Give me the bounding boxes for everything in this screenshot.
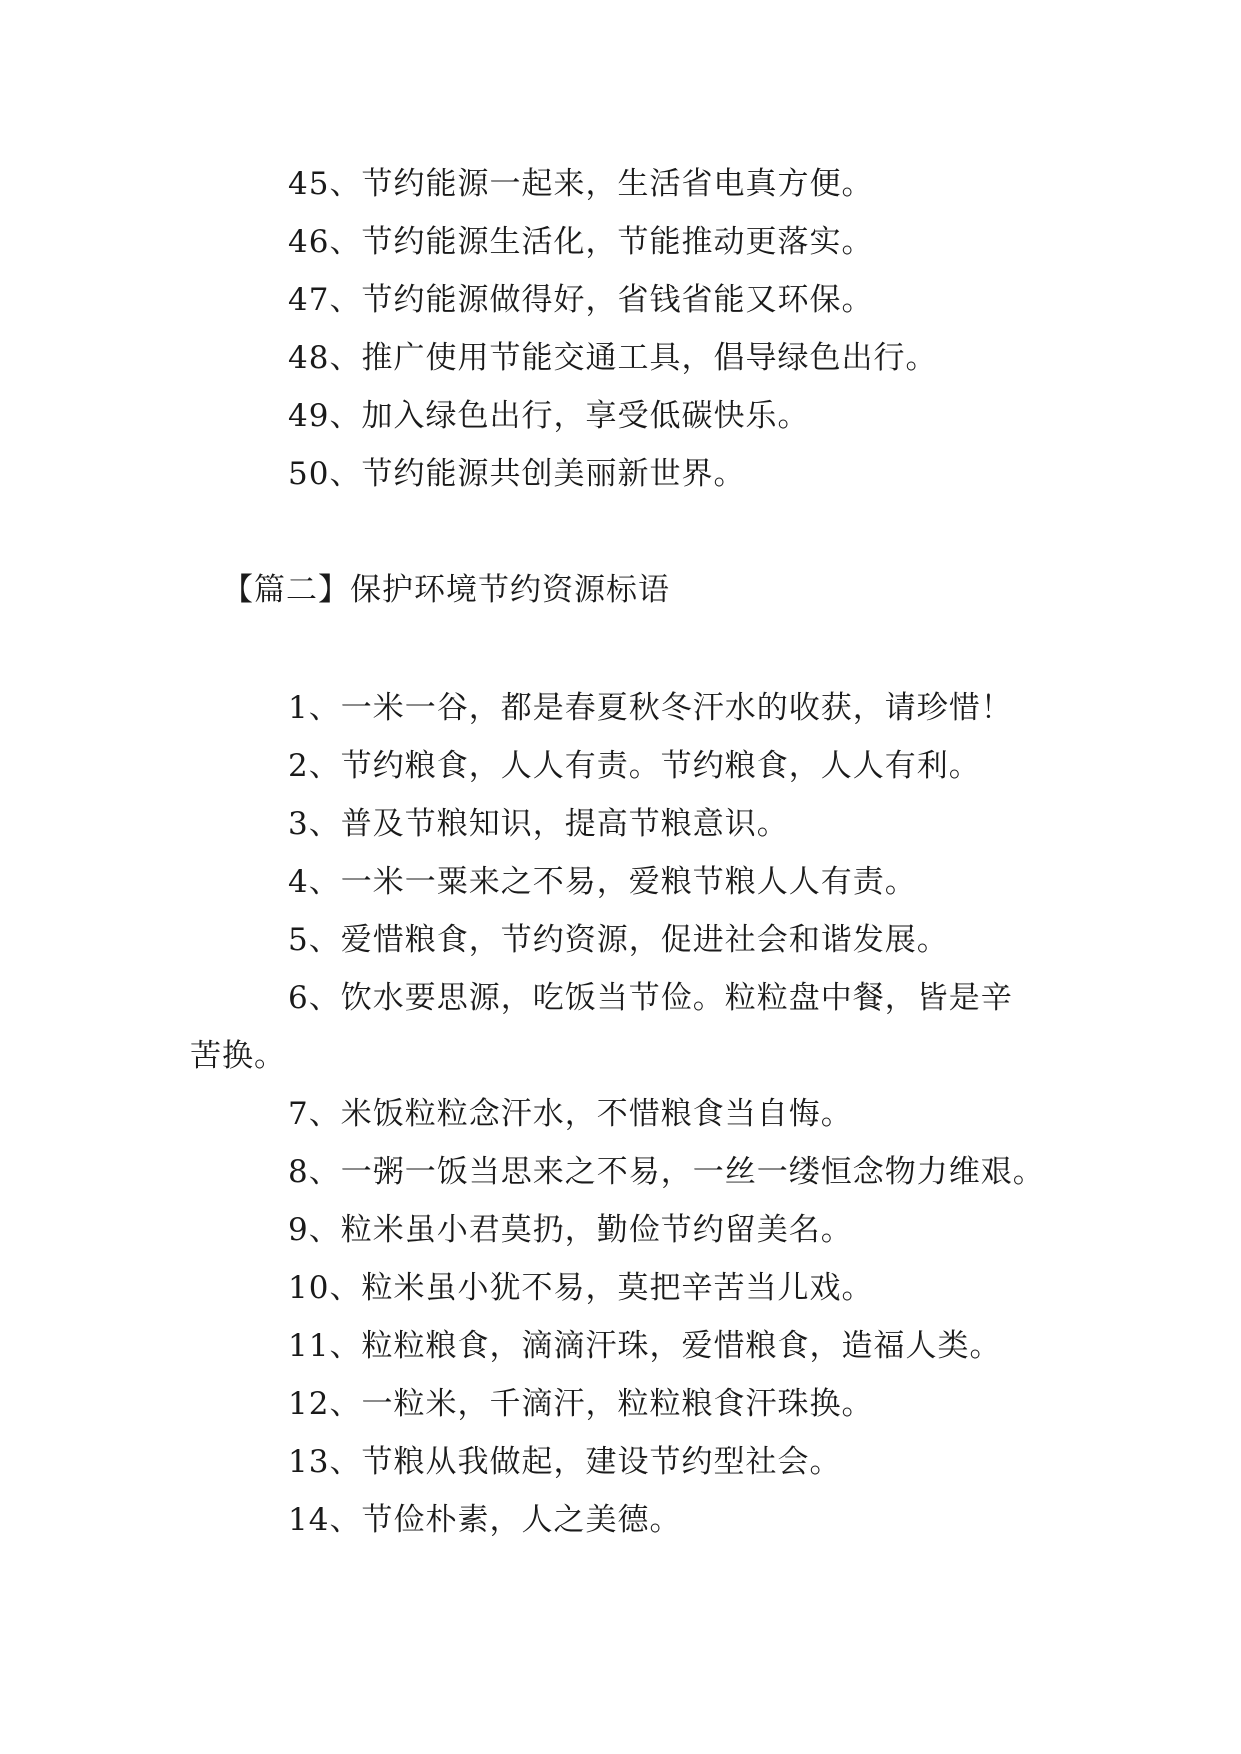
slogan-4: 4、一米一粟来之不易，爱粮节粮人人有责。 — [288, 864, 917, 900]
slogan-13: 13、节粮从我做起，建设节约型社会。 — [288, 1444, 842, 1480]
slogan-14: 14、节俭朴素，人之美德。 — [288, 1502, 682, 1538]
slogan-3: 3、普及节粮知识，提高节粮意识。 — [288, 806, 789, 842]
slogan-12: 12、一粒米，千滴汗，粒粒粮食汗珠换。 — [288, 1386, 874, 1422]
slogan-11: 11、粒粒粮食，滴滴汗珠，爱惜粮食，造福人类。 — [288, 1328, 1002, 1364]
slogan-5: 5、爱惜粮食，节约资源，促进社会和谐发展。 — [288, 922, 949, 958]
slogan-45: 45、节约能源一起来，生活省电真方便。 — [288, 166, 874, 202]
slogan-6: 6、饮水要思源，吃饭当节俭。粒粒盘中餐，皆是辛 — [288, 980, 1013, 1016]
slogan-8: 8、一粥一饭当思来之不易，一丝一缕恒念物力维艰。 — [288, 1154, 1045, 1190]
slogan-7: 7、米饭粒粒念汗水，不惜粮食当自悔。 — [288, 1096, 853, 1132]
slogan-6-continuation: 苦换。 — [190, 1038, 286, 1074]
slogan-50: 50、节约能源共创美丽新世界。 — [288, 456, 746, 492]
slogan-49: 49、加入绿色出行，享受低碳快乐。 — [288, 398, 810, 434]
slogan-1: 1、一米一谷，都是春夏秋冬汗水的收获，请珍惜！ — [288, 690, 1013, 726]
section-heading: 【篇二】保护环境节约资源标语 — [222, 572, 670, 608]
slogan-10: 10、粒米虽小犹不易，莫把辛苦当儿戏。 — [288, 1270, 874, 1306]
slogan-46: 46、节约能源生活化，节能推动更落实。 — [288, 224, 874, 260]
slogan-48: 48、推广使用节能交通工具，倡导绿色出行。 — [288, 340, 938, 376]
slogan-9: 9、粒米虽小君莫扔，勤俭节约留美名。 — [288, 1212, 853, 1248]
slogan-47: 47、节约能源做得好，省钱省能又环保。 — [288, 282, 874, 318]
slogan-2: 2、节约粮食，人人有责。节约粮食，人人有利。 — [288, 748, 981, 784]
